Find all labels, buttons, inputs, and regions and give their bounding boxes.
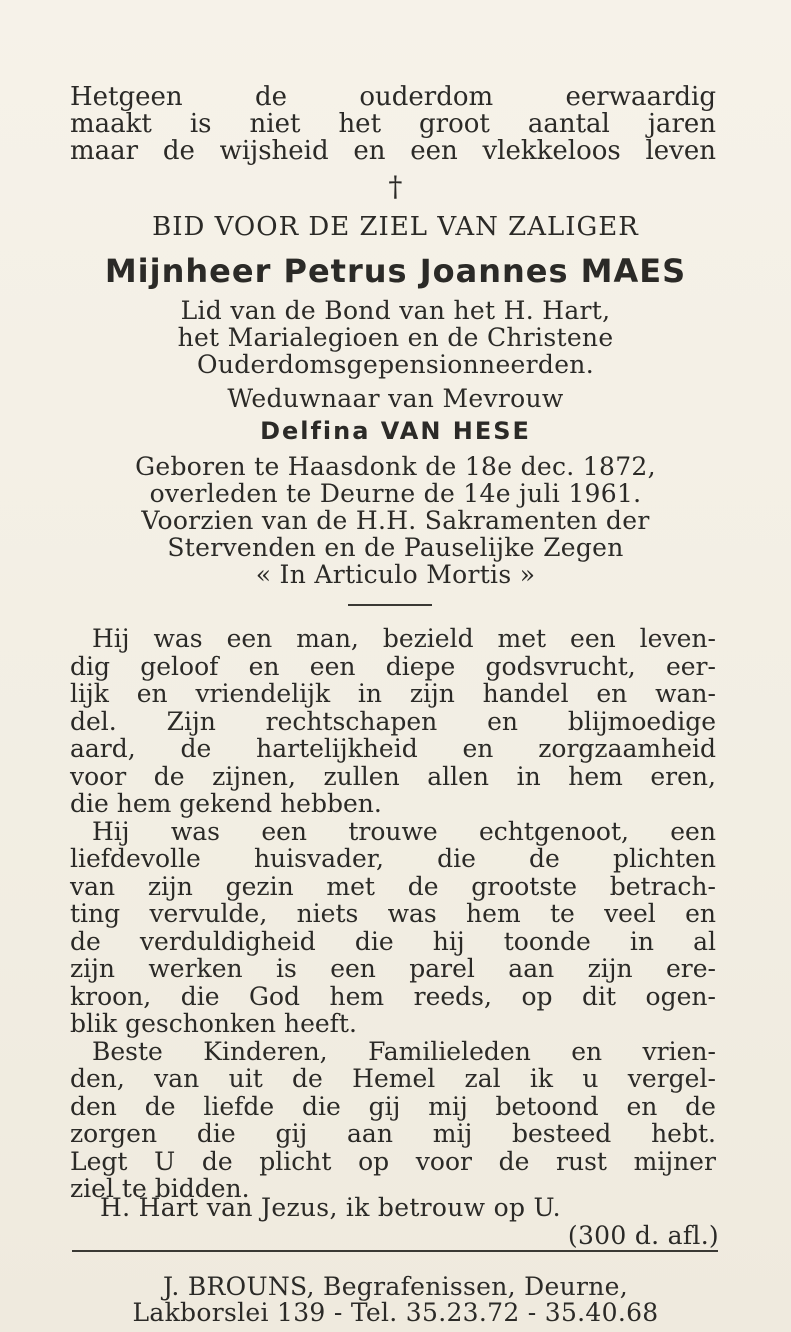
quote-line-2: maakt is niet het groot aantal jaren [70, 109, 716, 139]
body-line: blik geschonken heeft. [70, 1009, 357, 1038]
body-line: Hij was een man, bezield met een leven- [92, 624, 716, 653]
body-line: zorgen die gij aan mij besteed hebt. [70, 1119, 716, 1148]
sacraments-line-2: Stervenden en de Pauselijke Zegen [167, 533, 624, 562]
deceased-name: Mijnheer Petrus Joannes MAES [104, 252, 687, 290]
printer-line-1: J. BROUNS, Begrafenissen, Deurne, [163, 1272, 628, 1301]
separator-short [348, 604, 432, 606]
body-line: de verduldigheid die hij toonde in al [70, 926, 716, 956]
printer-line-2: Lakborslei 139 - Tel. 35.23.72 - 35.40.68 [132, 1298, 659, 1327]
body-line: die hem gekend hebben. [70, 789, 382, 818]
indulgence-note: (300 d. afl.) [567, 1221, 719, 1250]
quote-line-3: maar de wijsheid en een vlekkeloos leven [70, 136, 716, 166]
death-line: overleden te Deurne de 14e juli 1961. [149, 479, 642, 508]
body-line: del. Zijn rechtschapen en blijmoedige [70, 706, 716, 736]
cross-symbol: † [388, 170, 403, 203]
spouse-name: Delfina VAN HESE [260, 417, 531, 445]
body-line: zijn werken is een parel aan zijn ere- [70, 954, 716, 983]
quote-line-1: Hetgeen de ouderdom eerwaardig [70, 82, 716, 112]
sacraments-line-1: Voorzien van de H.H. Sakramenten der [141, 506, 650, 535]
body-line: den, van uit de Hemel zal ik u vergel- [70, 1064, 716, 1093]
body-line: voor de zijnen, zullen allen in hem eren, [70, 761, 716, 791]
prayer-heading: BID VOOR DE ZIEL VAN ZALIGER [152, 212, 639, 242]
body-line: Beste Kinderen, Familieleden en vrien- [92, 1036, 716, 1066]
body-line: Hij was een trouwe echtgenoot, een [92, 816, 716, 846]
body-line: Legt U de plicht op voor de rust mijner [70, 1146, 716, 1176]
membership-line-3: Ouderdomsgepensionneerden. [197, 350, 594, 379]
body-line: ziel te bidden. [70, 1174, 250, 1203]
body-line: kroon, die God hem reeds, op dit ogen- [70, 981, 716, 1011]
body-line: ting vervulde, niets was hem te veel en [70, 899, 716, 928]
articulo-mortis: « In Articulo Mortis » [255, 560, 536, 589]
prayer-line: H. Hart van Jezus, ik betrouw op U. [100, 1193, 561, 1222]
body-line: van zijn gezin met de grootste betrach- [70, 871, 716, 901]
body-line: aard, de hartelijkheid en zorgzaamheid [70, 734, 716, 763]
membership-line-1: Lid van de Bond van het H. Hart, [180, 296, 611, 325]
body-line: liefdevolle huisvader, die de plichten [70, 844, 716, 873]
widower-line: Weduwnaar van Mevrouw [227, 384, 564, 413]
body-line: lijk en vriendelijk in zijn handel en wan- [70, 679, 716, 708]
separator-long [72, 1250, 718, 1252]
body-line: dig geloof en een diepe godsvrucht, eer- [70, 651, 716, 681]
birth-line: Geboren te Haasdonk de 18e dec. 1872, [135, 452, 656, 481]
membership-line-2: het Marialegioen en de Christene [177, 323, 614, 352]
body-line: den de liefde die gij mij betoond en de [70, 1091, 716, 1121]
